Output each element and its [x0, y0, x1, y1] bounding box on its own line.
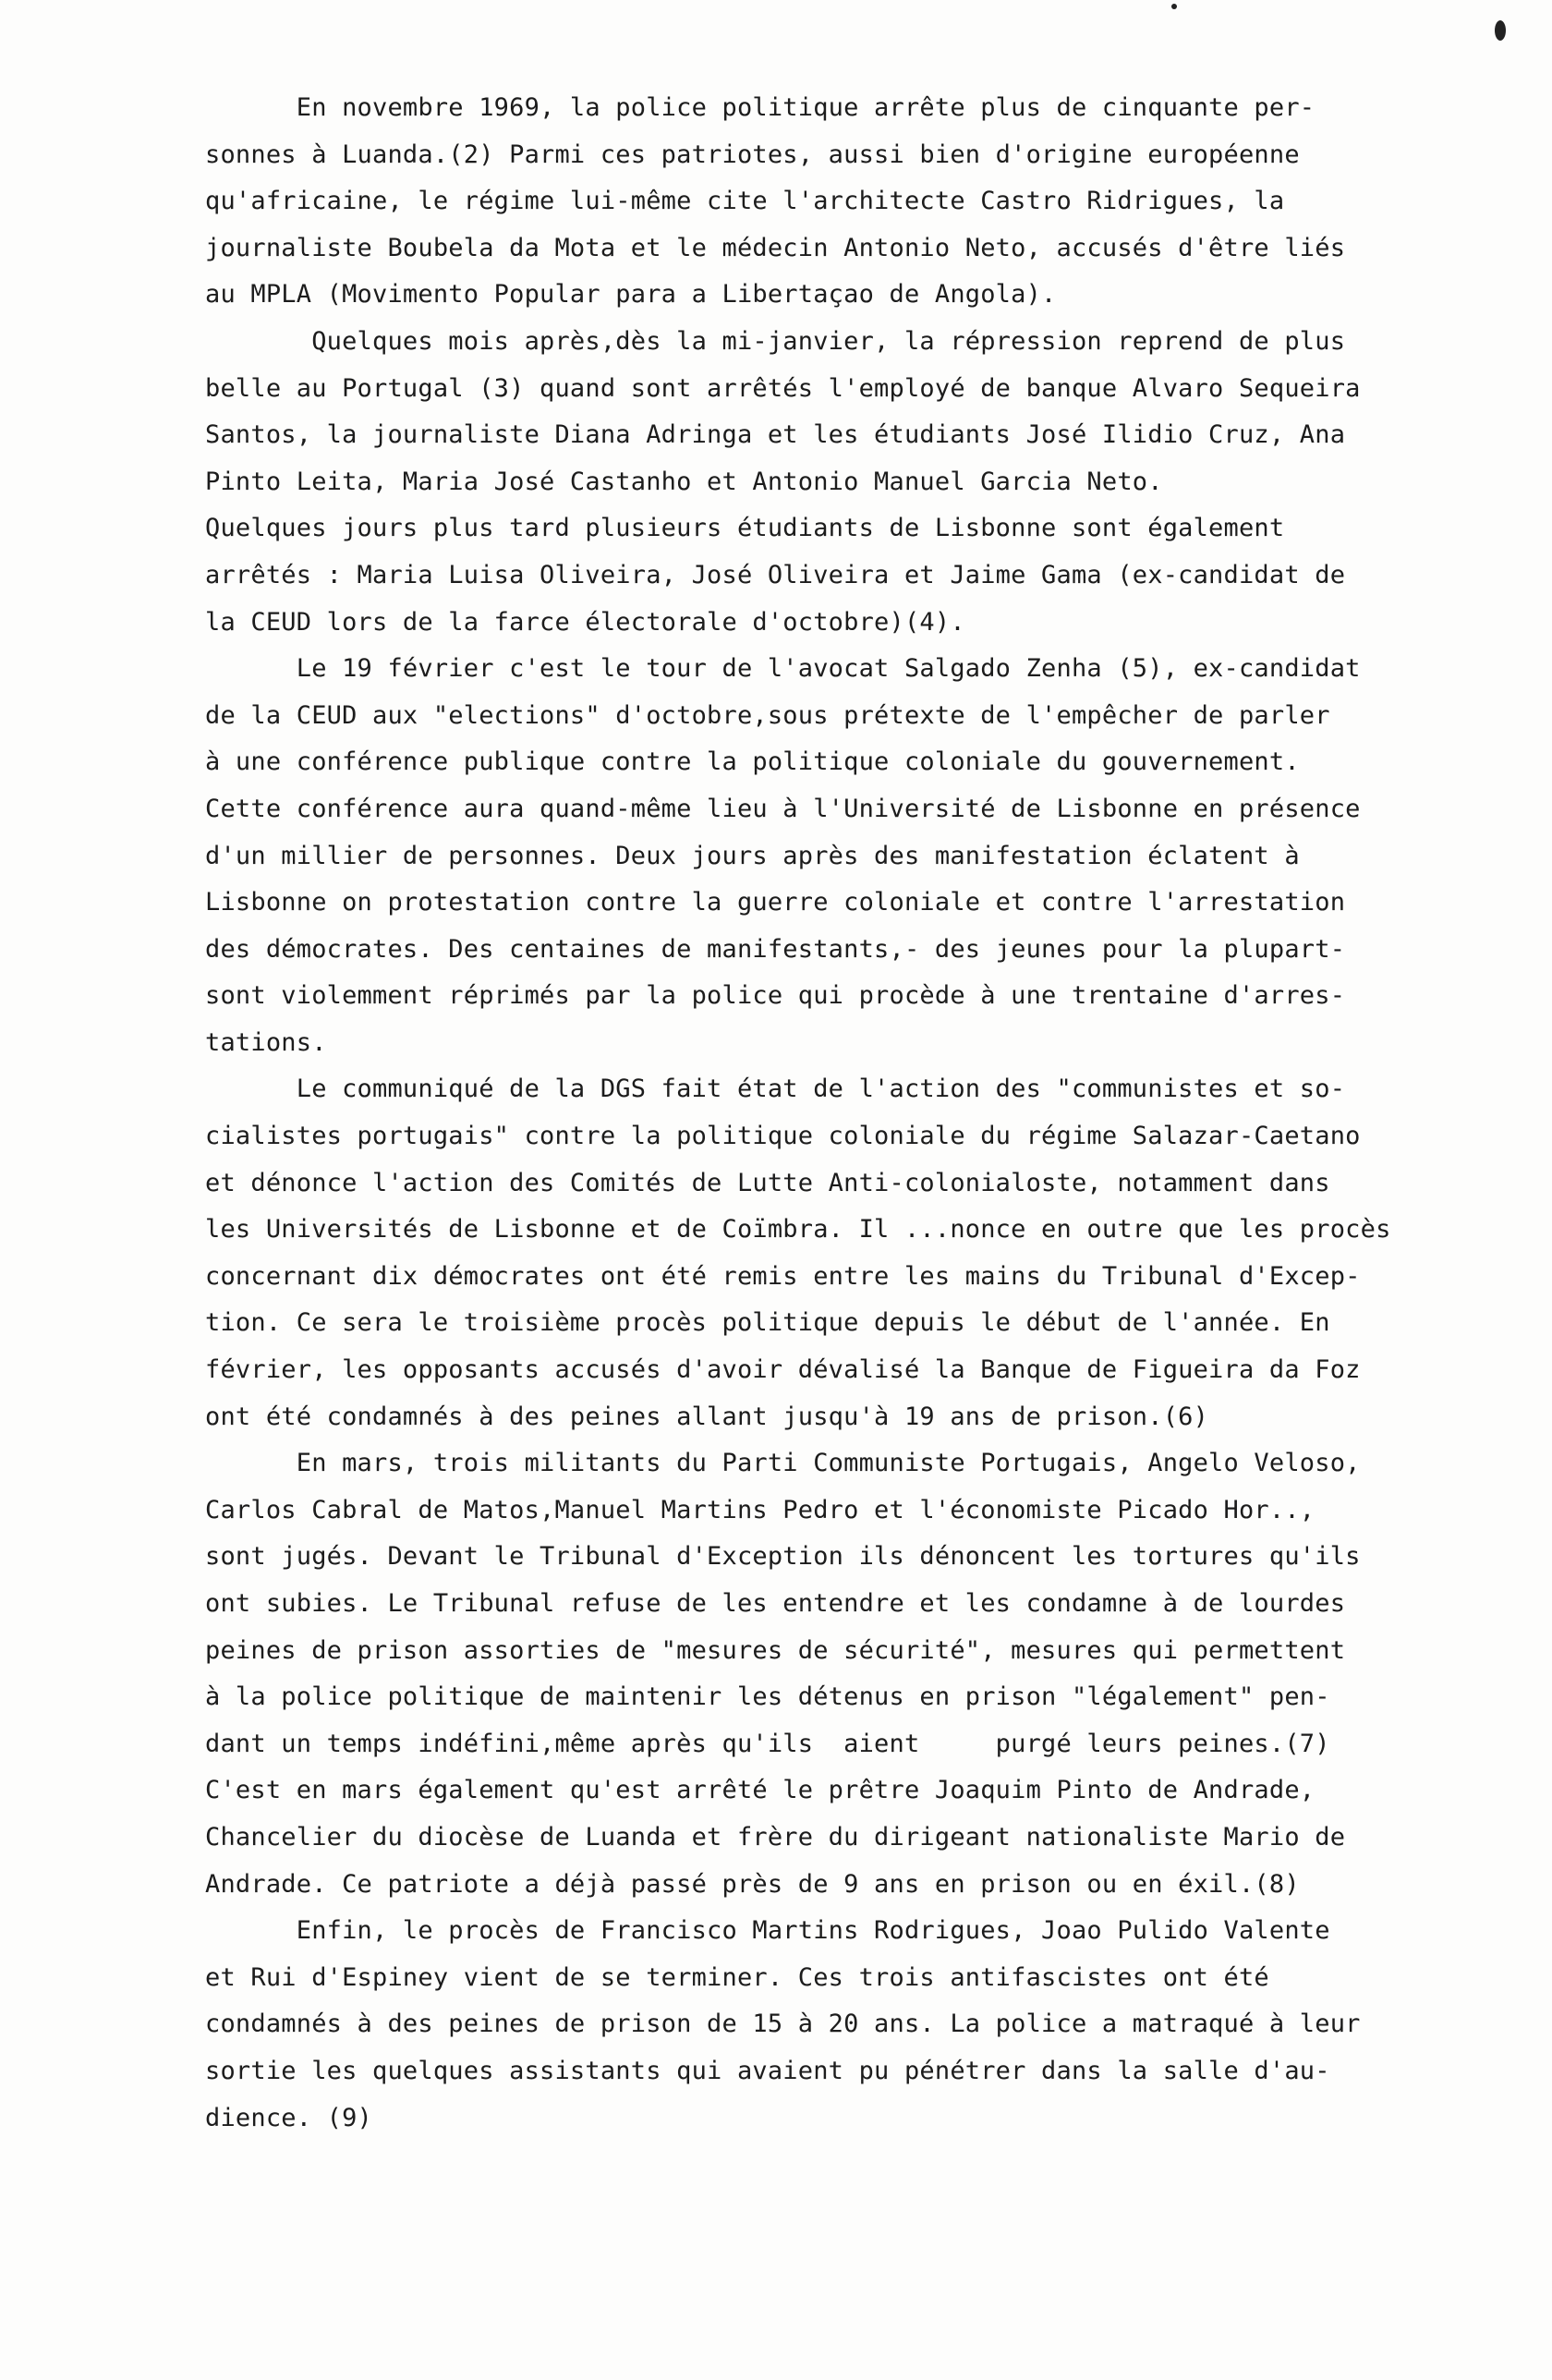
- text-line: dant un temps indéfini,même après qu'ils aient purgé leurs peines.(7): [205, 1729, 1330, 1758]
- text-line: sonnes à Luanda.(2) Parmi ces patriotes, aussi bien d'origine européenne: [205, 140, 1300, 169]
- text-line: En mars, trois militants du Parti Communiste Portugais, Angelo Veloso,: [205, 1449, 1361, 1478]
- text-line: février, les opposants accusés d'avoir dévalisé la Banque de Figueira da Foz: [205, 1355, 1361, 1385]
- text-line: sortie les quelques assistants qui avaient pu pénétrer dans la salle d'au-: [205, 2056, 1330, 2085]
- text-line: cialistes portugais" contre la politique coloniale du régime Salazar-Caetano: [205, 1122, 1361, 1151]
- text-line: Cette conférence aura quand-même lieu à l'Université de Lisbonne en présence: [205, 794, 1361, 823]
- text-line: et dénonce l'action des Comités de Lutte Anti-colonialoste, notamment dans: [205, 1168, 1330, 1197]
- text-line: En novembre 1969, la police politique arrête plus de cinquante per-: [205, 93, 1316, 122]
- text-line: à une conférence publique contre la politique coloniale du gouvernement.: [205, 747, 1300, 777]
- text-line: Andrade. Ce patriote a déjà passé près de 9 ans en prison ou en éxil.(8): [205, 1869, 1300, 1899]
- body-text: [205, 85, 1443, 2142]
- text-line: ont subies. Le Tribunal refuse de les entendre et les condamne à de lourdes: [205, 1589, 1346, 1618]
- text-line: et Rui d'Espiney vient de se terminer. Ces trois antifascistes ont été: [205, 1962, 1269, 1992]
- text-line: qu'africaine, le régime lui-même cite l'architecte Castro Ridrigues, la: [205, 187, 1285, 216]
- text-line: Carlos Cabral de Matos,Manuel Martins Pedro et l'économiste Picado Hor..,: [205, 1495, 1316, 1524]
- text-line: à la police politique de maintenir les détenus en prison "légalement" pen-: [205, 1682, 1330, 1712]
- text-line: tations.: [205, 1027, 327, 1057]
- text-line: ont été condamnés à des peines allant jusqu'à 19 ans de prison.(6): [205, 1402, 1209, 1431]
- text-line: au MPLA (Movimento Popular para a Libertaçao de Angola).: [205, 280, 1057, 310]
- text-line: de la CEUD aux "elections" d'octobre,sous prétexte de l'empêcher de parler: [205, 700, 1330, 730]
- text-line: Pinto Leita, Maria José Castanho et Antonio Manuel Garcia Neto.: [205, 467, 1163, 496]
- text-line: sont jugés. Devant le Tribunal d'Exception ils dénoncent les tortures qu'ils: [205, 1542, 1361, 1572]
- text-line: d'un millier de personnes. Deux jours après des manifestation éclatent à: [205, 841, 1300, 870]
- text-line: les Universités de Lisbonne et de Coïmbra. Il ...nonce en outre que les procès: [205, 1215, 1391, 1245]
- ink-speck-small: [1171, 4, 1177, 9]
- text-line: Le communiqué de la DGS fait état de l'action des "communistes et so-: [205, 1075, 1346, 1104]
- text-line: condamnés à des peines de prison de 15 à 20 ans. La police a matraqué à leur: [205, 2010, 1361, 2039]
- text-line: sont violemment réprimés par la police qui procède à une trentaine d'arres-: [205, 981, 1346, 1011]
- text-line: Enfin, le procès de Francisco Martins Rodrigues, Joao Pulido Valente: [205, 1916, 1330, 1946]
- text-line: Lisbonne on protestation contre la guerre coloniale et contre l'arrestation: [205, 888, 1346, 917]
- text-line: journaliste Boubela da Mota et le médecin Antonio Neto, accusés d'être liés: [205, 233, 1346, 262]
- text-line: Le 19 février c'est le tour de l'avocat Salgado Zenha (5), ex-candidat: [205, 654, 1361, 684]
- text-line: Santos, la journaliste Diana Adringa et les étudiants José Ilidio Cruz, Ana: [205, 420, 1346, 450]
- text-line: tion. Ce sera le troisième procès politique depuis le début de l'année. En: [205, 1308, 1330, 1338]
- text-line: Quelques jours plus tard plusieurs étudiants de Lisbonne sont également: [205, 514, 1285, 543]
- text-line: C'est en mars également qu'est arrêté le prêtre Joaquim Pinto de Andrade,: [205, 1776, 1316, 1805]
- text-line: des démocrates. Des centaines de manifestants,- des jeunes pour la plupart-: [205, 934, 1346, 964]
- text-line: arrêtés : Maria Luisa Oliveira, José Oliveira et Jaime Gama (ex-candidat de: [205, 560, 1346, 589]
- text-line: belle au Portugal (3) quand sont arrêtés l'employé de banque Alvaro Sequeira: [205, 373, 1361, 403]
- text-line: Chancelier du diocèse de Luanda et frère du dirigeant nationaliste Mario de: [205, 1822, 1346, 1852]
- text-line: Quelques mois après,dès la mi-janvier, la répression reprend de plus: [205, 326, 1346, 356]
- ink-speck: [1495, 20, 1506, 41]
- text-line: la CEUD lors de la farce électorale d'octobre)(4).: [205, 607, 965, 637]
- text-line: dience. (9): [205, 2103, 373, 2132]
- text-line: concernant dix démocrates ont été remis entre les mains du Tribunal d'Excep-: [205, 1261, 1361, 1291]
- text-line: peines de prison assorties de "mesures de sécurité", mesures qui permettent: [205, 1635, 1346, 1665]
